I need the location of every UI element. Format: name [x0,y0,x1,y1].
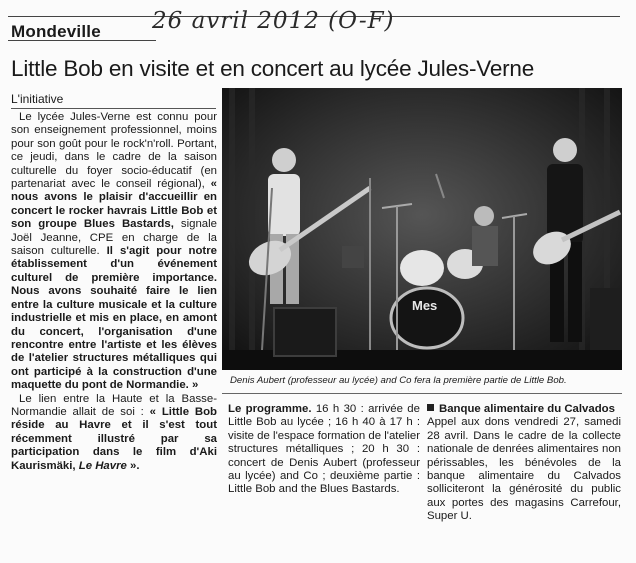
film-title: Le Havre [78,459,127,472]
paragraph-1-intro: Le lycée Jules-Verne est connu pour son enseignement professionnel, moins pour son goût pour le rock'n'roll. Portant, ce jeudi, dans le cadre de la saison culturelle du foyer socio-éducatif (en partenariat avec le conseil régional), [11,111,217,191]
food-bank-heading: Banque alimentaire du Calvados [439,403,615,415]
paragraph-1-attribution: signale Joël Jeanne, CPE en charge de la saison culturelle. [11,218,217,258]
paragraph-2-quote: « Little Bob réside au Havre et il s'est tout récemment illustré par sa participation dans le film d'Aki Kaurismäki, [11,405,218,472]
paragraph-1-quote-continued: Il s'agit pour notre établissement d'un événement culturel de première importance. Nous avons souhaité faire le lien entre la culture musicale et la culture industrielle et mis en place, en amont du concert, l'organisation d'une rencontre entre l'artiste et les élèves de l'atelier structures métalliques qui ont participé à la construction d'une maquette du pont de Normandie. » [11,245,217,392]
handwritten-date-note: 26 avril 2012 (O-F) [152,8,395,34]
programme-text: 16 h 30 : arrivée de Little Bob au lycée ; 16 h 40 à 17 h : visite de l'espace formation de l'atelier structures métalliques ; 20 h 30 : concert de Denis Aubert (professeur au lycée) and Co ; deuxième partie : Little Bob and the Blues Bastards. [228,403,420,496]
concert-photo [222,88,622,370]
article-body-column [11,111,217,473]
drum-head-text: Mes [412,298,438,313]
article-kicker: L'initiative [11,92,64,106]
paragraph-2-intro: Le lien entre la Haute et la Basse-Normandie allait de soi : [11,392,217,418]
kicker-divider [11,108,216,109]
programme-column [228,403,420,497]
food-bank-text: Appel aux dons vendredi 27, samedi 28 avril. Dans le cadre de la collecte nationale de denrées alimentaires non périssables, les bénévoles de la banque alimentaire du Calvados solliciteront la générosité du public aux portes des magasins Carrefour, Super U. [427,416,621,523]
city-underline [8,40,156,41]
section-city: Mondeville [11,22,101,41]
caption-divider [222,393,622,394]
bullet-square-icon [427,404,434,411]
monitor-box [342,246,364,268]
article-paragraph-2 [11,393,217,473]
right-amplifier [590,288,622,350]
article-headline: Little Bob en visite et en concert au lycée Jules-Verne [11,56,535,81]
concert-photo-illustration [222,88,622,370]
paragraph-2-quote-end: ». [126,459,140,472]
programme-heading: Le programme. [228,403,312,415]
paragraph-1-quote: « nous avons le plaisir d'accueillir en concert le rocker havrais Little Bob et son groupe Blues Bastards, [11,178,217,231]
photo-caption: Denis Aubert (professeur au lycée) and Co fera la première partie de Little Bob. [230,375,567,386]
food-bank-brief [427,403,621,524]
article-paragraph-1 [11,111,217,393]
amplifier [274,308,336,356]
